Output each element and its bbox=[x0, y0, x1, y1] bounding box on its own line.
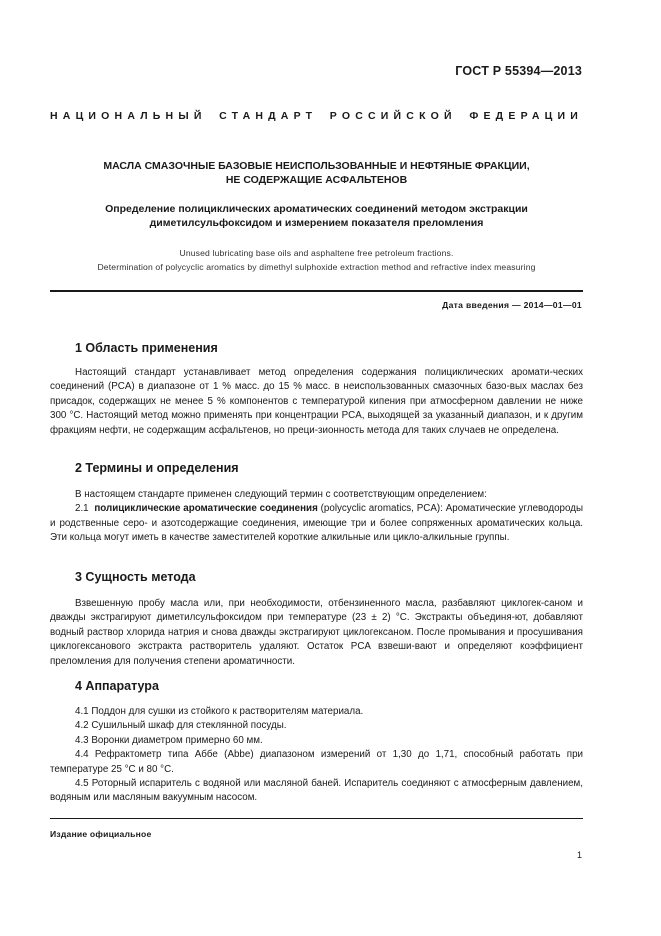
document-subtitle bbox=[50, 202, 583, 230]
english-title-line-1: Unused lubricating base oils and asphaltene free petroleum fractions. bbox=[179, 248, 454, 258]
section-4-heading: 4 Аппаратура bbox=[75, 679, 159, 693]
definition-text: (polycyclic aromatics, PCA): Ароматические углеводороды и родственные серо- и азотсодержащие соединения, имеющие три и более сопряженных ароматических кольца. Эти кольца могут иметь в качестве заместителей короткие алкильные или цикло-алкильные группы. bbox=[50, 503, 583, 544]
divider-line bbox=[50, 290, 583, 292]
apparatus-item-4-4: 4.4 Рефрактометр типа Аббе (Abbe) диапазоном измерений от 1,30 до 1,71, способный работать при температуре 25 °С и 80 °С. bbox=[50, 749, 583, 775]
definition-number: 2.1 bbox=[75, 503, 89, 515]
title-line-2: НЕ СОДЕРЖАЩИЕ АСФАЛЬТЕНОВ bbox=[225, 174, 408, 186]
section-2-intro: В настоящем стандарте применен следующий термин с соответствующим определением: bbox=[75, 489, 487, 500]
apparatus-item-4-5: 4.5 Роторный испаритель с водяной или масляной баней. Испаритель соединяют с атмосферным давлением, водяным или масляным вакуумным насосом. bbox=[50, 778, 583, 804]
section-2-body bbox=[50, 488, 583, 546]
section-1-paragraph: Настоящий стандарт устанавливает метод определения содержания полициклических аромати-ческих соединений (PCA) в диапазоне от 1 % масс. до 15 % масс. в неиспользованных смазочных базо-вых маслах без присадок, содержащих не менее 5 % компонентов с температурой кипения при атмосферном давлении не ниже 300 °С. Настоящий метод можно применять при концентрации PCA, выходящей за указанный диапазон, и к другим фракциям нефти, не содержащим асфальтенов, но преци-зионность метода для таких случаев не определена. bbox=[50, 367, 583, 436]
document-id: ГОСТ Р 55394—2013 bbox=[455, 64, 582, 78]
section-2-definition bbox=[50, 502, 583, 545]
english-title bbox=[50, 247, 583, 274]
section-3-paragraph: Взвешенную пробу масла или, при необходимости, отбензиненного масла, разбавляют циклогек-саном и дважды экстрагируют диметилсульфоксидом при температуре (23 ± 2) °С. Экстракты объединя-ют, добавляют водный раствор хлорида натрия и снова дважды экстрагируют циклогексаном. После промывания и просушивания циклогексанового экстракта растворитель удаляют. Остаток PCA взвеши-вают и определяют коэффициент преломления для получения степени ароматичности. bbox=[50, 598, 583, 667]
section-4-body bbox=[50, 705, 583, 806]
section-2-heading: 2 Термины и определения bbox=[75, 461, 239, 475]
effective-date: Дата введения — 2014—01—01 bbox=[442, 300, 582, 310]
section-1-heading: 1 Область применения bbox=[75, 341, 218, 355]
subtitle-line-1: Определение полициклических ароматических соединений методом экстракции bbox=[105, 203, 528, 215]
apparatus-item-4-1: 4.1 Поддон для сушки из стойкого к растворителям материала. bbox=[75, 706, 364, 717]
section-3-heading: 3 Сущность метода bbox=[75, 570, 196, 584]
definition-term: полициклические ароматические соединения bbox=[94, 503, 318, 515]
page-number: 1 bbox=[576, 850, 582, 860]
section-1-body bbox=[50, 366, 583, 438]
section-3-body bbox=[50, 597, 583, 669]
title-line-1: МАСЛА СМАЗОЧНЫЕ БАЗОВЫЕ НЕИСПОЛЬЗОВАННЫЕ И НЕФТЯНЫЕ ФРАКЦИИ, bbox=[103, 160, 530, 172]
subtitle-line-2: диметилсульфоксидом и измерением показателя преломления bbox=[149, 217, 484, 229]
footer-divider bbox=[50, 818, 583, 819]
apparatus-item-4-2: 4.2 Сушильный шкаф для стеклянной посуды. bbox=[75, 720, 287, 732]
document-title bbox=[50, 159, 583, 187]
english-title-line-2: Determination of polycyclic aromatics by dimethyl sulphoxide extraction method and refractive index measuring bbox=[97, 261, 536, 272]
apparatus-item-4-3: 4.3 Воронки диаметром примерно 60 мм. bbox=[75, 734, 263, 746]
edition-label: Издание официальное bbox=[50, 829, 152, 839]
national-standard-banner: НАЦИОНАЛЬНЫЙ СТАНДАРТ РОССИЙСКОЙ ФЕДЕРАЦИИ bbox=[50, 110, 583, 122]
